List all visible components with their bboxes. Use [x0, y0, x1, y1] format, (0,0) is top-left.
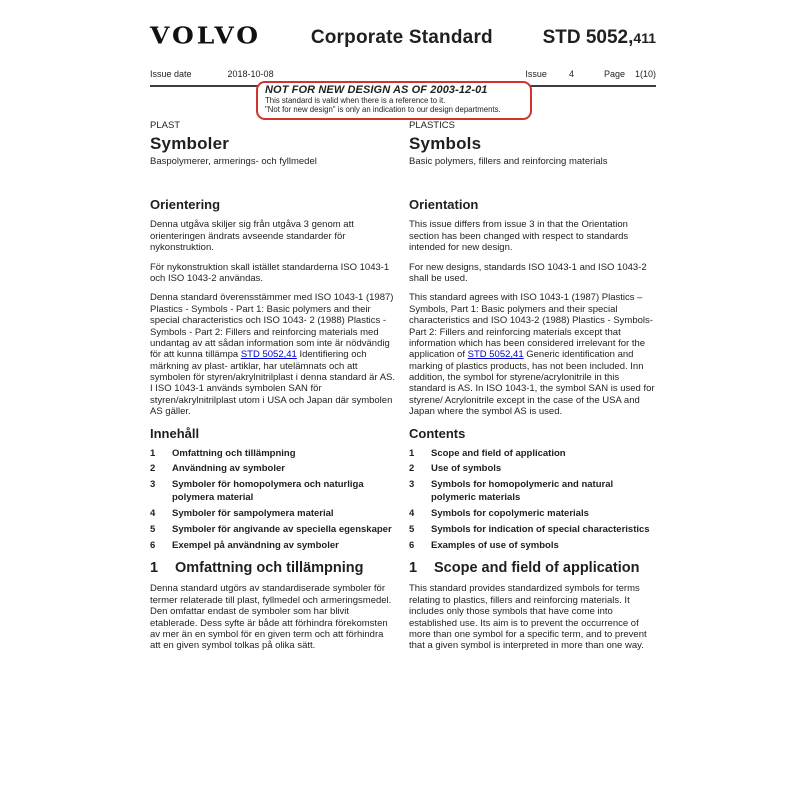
- column-title-sv: Symboler: [150, 134, 230, 153]
- issue-info-row: [150, 69, 656, 79]
- swedish-column: [150, 118, 395, 660]
- issue-date-value: 2018-10-08: [227, 69, 274, 79]
- orientation-para1-en: This issue differs from issue 3 in that the Orientation section has been changed with respect to standards intended for new design.: [409, 219, 629, 254]
- toc-item: [409, 540, 657, 553]
- issue-label: Issue: [525, 69, 547, 79]
- para3-text-before-sv: Denna standard överensstämmer med ISO 1043-1 (1987) Plastics - Symbols - Part 1: Basic polymers and their special characteristics och ISO 1043- 2 (1988) Plastics - Symbols - Part 2: Fillers and reinforcing materials med undantag av att sådan information som inte är nödvändig för att kunna tillämpa: [150, 292, 394, 361]
- orientation-para3-en: [409, 292, 657, 417]
- toc-item-label: Användning av symboler: [172, 463, 285, 475]
- toc-item-label: Exempel på användning av symboler: [172, 539, 339, 551]
- document-type-title: Corporate Standard: [310, 27, 493, 48]
- toc-item-number: 6: [409, 539, 415, 551]
- toc-item-number: 4: [150, 507, 156, 519]
- notice-title: NOT FOR NEW DESIGN AS OF 2003-12-01: [265, 84, 488, 96]
- toc-item: [409, 463, 657, 476]
- orientation-para2-sv: För nykonstruktion skall istället standarderna ISO 1043-1 och ISO 1043-2 användas.: [150, 261, 390, 284]
- toc-item-label: Symbols for homopolymeric and natural polymeric materials: [431, 479, 614, 504]
- toc-item: [150, 448, 395, 461]
- volvo-logo: VOLVO: [150, 22, 262, 49]
- section1-heading-sv: [150, 560, 395, 576]
- issue-value: 4: [568, 69, 574, 79]
- toc-item: [150, 479, 395, 505]
- para3-text-after-sv: Identifiering och märkning av plast- artiklar, har utelämnats och att symbolen för styren/akrylnitrilplast i denna standard är AS. I ISO 1043-1 används symbolen SAN för styren/akrylnitrilplast utom i USA och Japan där symbolen AS gäller.: [150, 349, 396, 418]
- toc-item: [150, 540, 395, 553]
- toc-item-label: Symbols for indication of special characteristics: [431, 523, 650, 535]
- std-5052-41-link-sv[interactable]: STD 5052,41: [240, 349, 297, 361]
- issue-page-group: [525, 69, 656, 79]
- notice-line-2: "Not for new design" is only an indication to our design departments.: [265, 105, 501, 115]
- notice-line-1: This standard is valid when there is a reference to it.: [265, 96, 446, 105]
- english-column: [409, 118, 657, 660]
- toc-item-number: 5: [150, 523, 156, 535]
- standard-number-suffix: 411: [633, 30, 656, 46]
- section1-number-sv: 1: [150, 560, 159, 577]
- toc-item: [409, 479, 657, 505]
- section1-title-sv: Omfattning och tillämpning: [175, 560, 364, 577]
- toc-item: [150, 524, 395, 537]
- column-title-en: Symbols: [409, 134, 482, 153]
- section1-body-sv: Denna standard utgörs av standardiserade symboler för termer relaterade till plast, fyllmedel och armeringsmedel. Den omfattar endast de symboler som har blivit etablerade. Dess syfte är både att förhindra förekomsten av mer än en symbol för en given term och att förhindra att en given symbol tolkas på olika sätt.: [150, 583, 392, 652]
- orientation-heading-sv: Orientering: [150, 197, 221, 213]
- section1-title-en: Scope and field of application: [434, 560, 640, 577]
- standard-number-main: STD 5052,: [542, 27, 634, 48]
- page-label: Page: [603, 69, 625, 79]
- toc-item: [150, 463, 395, 476]
- orientation-para2-en: For new designs, standards ISO 1043-1 and ISO 1043-2 shall be used.: [409, 261, 647, 284]
- para3-text-after-en: Generic identification and marking of plastics products, has not been included. Inn addition, the symbol for styrene/acrylonitrile in this standard is AS. In ISO 1043-1, the symbol SAN is used for styrene/ Acrylonitrile except in the case of the USA and Japan where the symbol AS is used.: [409, 349, 655, 418]
- kicker-sv: PLAST: [150, 120, 181, 131]
- toc-item-label: Examples of use of symbols: [431, 539, 559, 551]
- toc-item-number: 2: [409, 463, 415, 475]
- section1-heading-en: [409, 560, 657, 576]
- toc-item: [409, 448, 657, 461]
- page-value: 1(10): [634, 69, 656, 79]
- contents-heading-sv: Innehåll: [150, 425, 200, 441]
- toc-item-label: Symboler för homopolymera och naturliga polymera material: [172, 479, 364, 504]
- toc-item: [409, 508, 657, 521]
- std-5052-41-link-en[interactable]: STD 5052,41: [467, 349, 524, 361]
- issue-date-label: Issue date: [150, 69, 192, 79]
- column-subtitle-sv: Baspolymerer, armerings- och fyllmedel: [150, 156, 317, 167]
- orientation-heading-en: Orientation: [409, 197, 479, 213]
- toc-item-number: 5: [409, 523, 415, 535]
- toc-item-label: Symboler för sampolymera material: [172, 507, 334, 519]
- standard-number: [543, 27, 656, 49]
- orientation-para1-sv: Denna utgåva skiljer sig från utgåva 3 genom att orienteringen ändrats avseende standarder för nykonstruktion.: [150, 219, 354, 254]
- section1-body-en: This standard provides standardized symbols for terms relating to plastics, fillers and reinforcing materials. It includes only those symbols that have come into established use. Its aim is to prevent the occurrence of more than one symbol for a specific term, and to prevent that a given symbol is interpreted in more than one way.: [409, 583, 647, 652]
- toc-item-label: Omfattning och tillämpning: [172, 447, 296, 459]
- toc-item-number: 3: [409, 479, 415, 491]
- toc-item-number: 3: [150, 479, 156, 491]
- toc-item-number: 4: [409, 507, 415, 519]
- para3-text-before-en: This standard agrees with ISO 1043-1 (1987) Plastics – Symbols, Part 1: Basic polymers and their special characteristics and ISO 1043-2 (1988) Plastics - Symbols- Part 2: Fillers and reinforcing materials except that information which has been considered irrelevant for the application of: [409, 292, 653, 361]
- toc-item-number: 1: [150, 447, 156, 459]
- toc-item-label: Scope and field of application: [431, 447, 566, 459]
- toc-item-number: 6: [150, 539, 156, 551]
- toc-item: [409, 524, 657, 537]
- toc-item-label: Symbols for copolymeric materials: [431, 507, 589, 519]
- toc-item-number: 1: [409, 447, 415, 459]
- contents-list-en: [409, 448, 657, 553]
- kicker-en: PLASTICS: [409, 120, 455, 131]
- toc-item-number: 2: [150, 463, 156, 475]
- section1-number-en: 1: [409, 560, 418, 577]
- toc-item: [150, 508, 395, 521]
- contents-list-sv: [150, 448, 395, 553]
- toc-item-label: Use of symbols: [431, 463, 502, 475]
- contents-heading-en: Contents: [409, 425, 466, 441]
- toc-item-label: Symboler för angivande av speciella egenskaper: [172, 523, 392, 535]
- document-header: [150, 20, 656, 49]
- orientation-para3-sv: [150, 292, 395, 417]
- not-for-new-design-notice: [256, 81, 532, 120]
- column-subtitle-en: Basic polymers, fillers and reinforcing materials: [409, 156, 608, 167]
